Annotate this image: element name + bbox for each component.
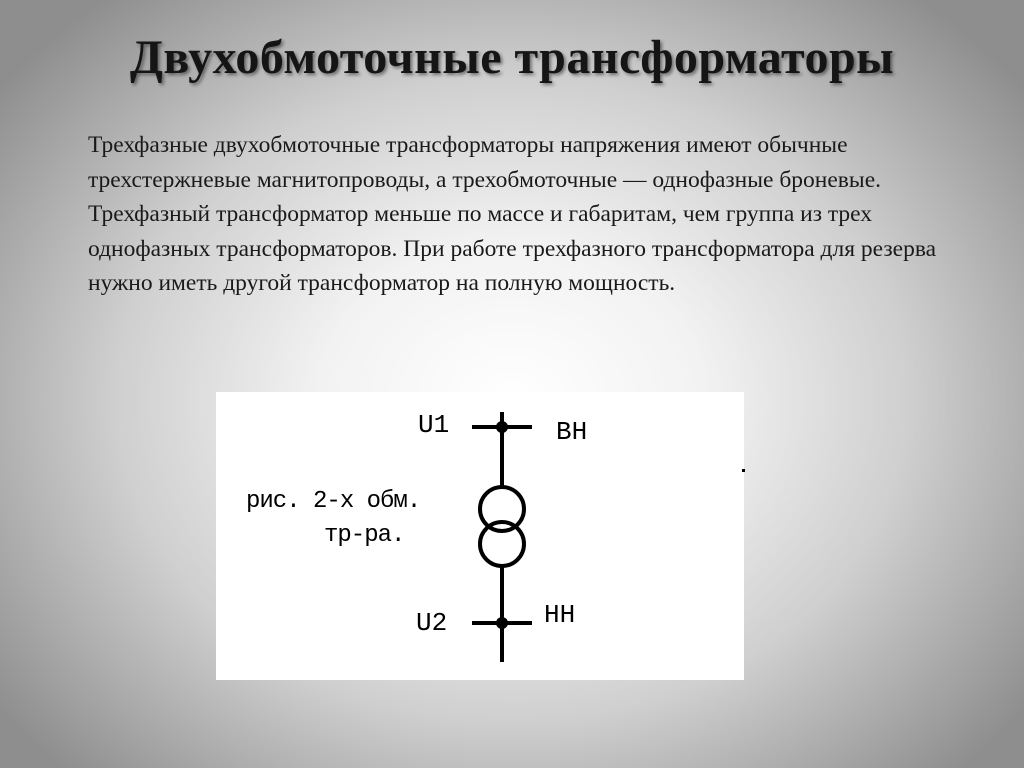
- slide-title: Двухобмоточные трансформаторы: [129, 31, 895, 84]
- top-terminal-node: [496, 421, 508, 433]
- high-voltage-label: ВН: [556, 417, 588, 447]
- bottom-terminal-node: [496, 617, 508, 629]
- secondary-winding-circle: [480, 522, 524, 566]
- diagram-caption-line1: рис. 2-х обм.: [246, 488, 421, 515]
- stray-dot: [742, 469, 745, 472]
- slide-paragraph: Трехфазные двухобмоточные трансформаторы напряжения имеют обычные трехстержневые магнитопроводы, а трехобмоточные — однофазные броневые. Трехфазный трансформатор меньше по массе и габаритам, чем группа из трех однофазных трансформаторов. При работе трехфазного трансформатора для резерва нужно иметь другой трансформатор на полную мощность.: [88, 132, 937, 296]
- top-terminal-label: U1: [418, 410, 450, 440]
- bottom-terminal-label: U2: [416, 608, 448, 638]
- transformer-diagram: [216, 392, 744, 680]
- low-voltage-label: НН: [544, 600, 576, 630]
- primary-winding-circle: [480, 487, 524, 531]
- diagram-caption-line2: тр-ра.: [324, 522, 405, 549]
- transformer-symbol: [216, 392, 744, 680]
